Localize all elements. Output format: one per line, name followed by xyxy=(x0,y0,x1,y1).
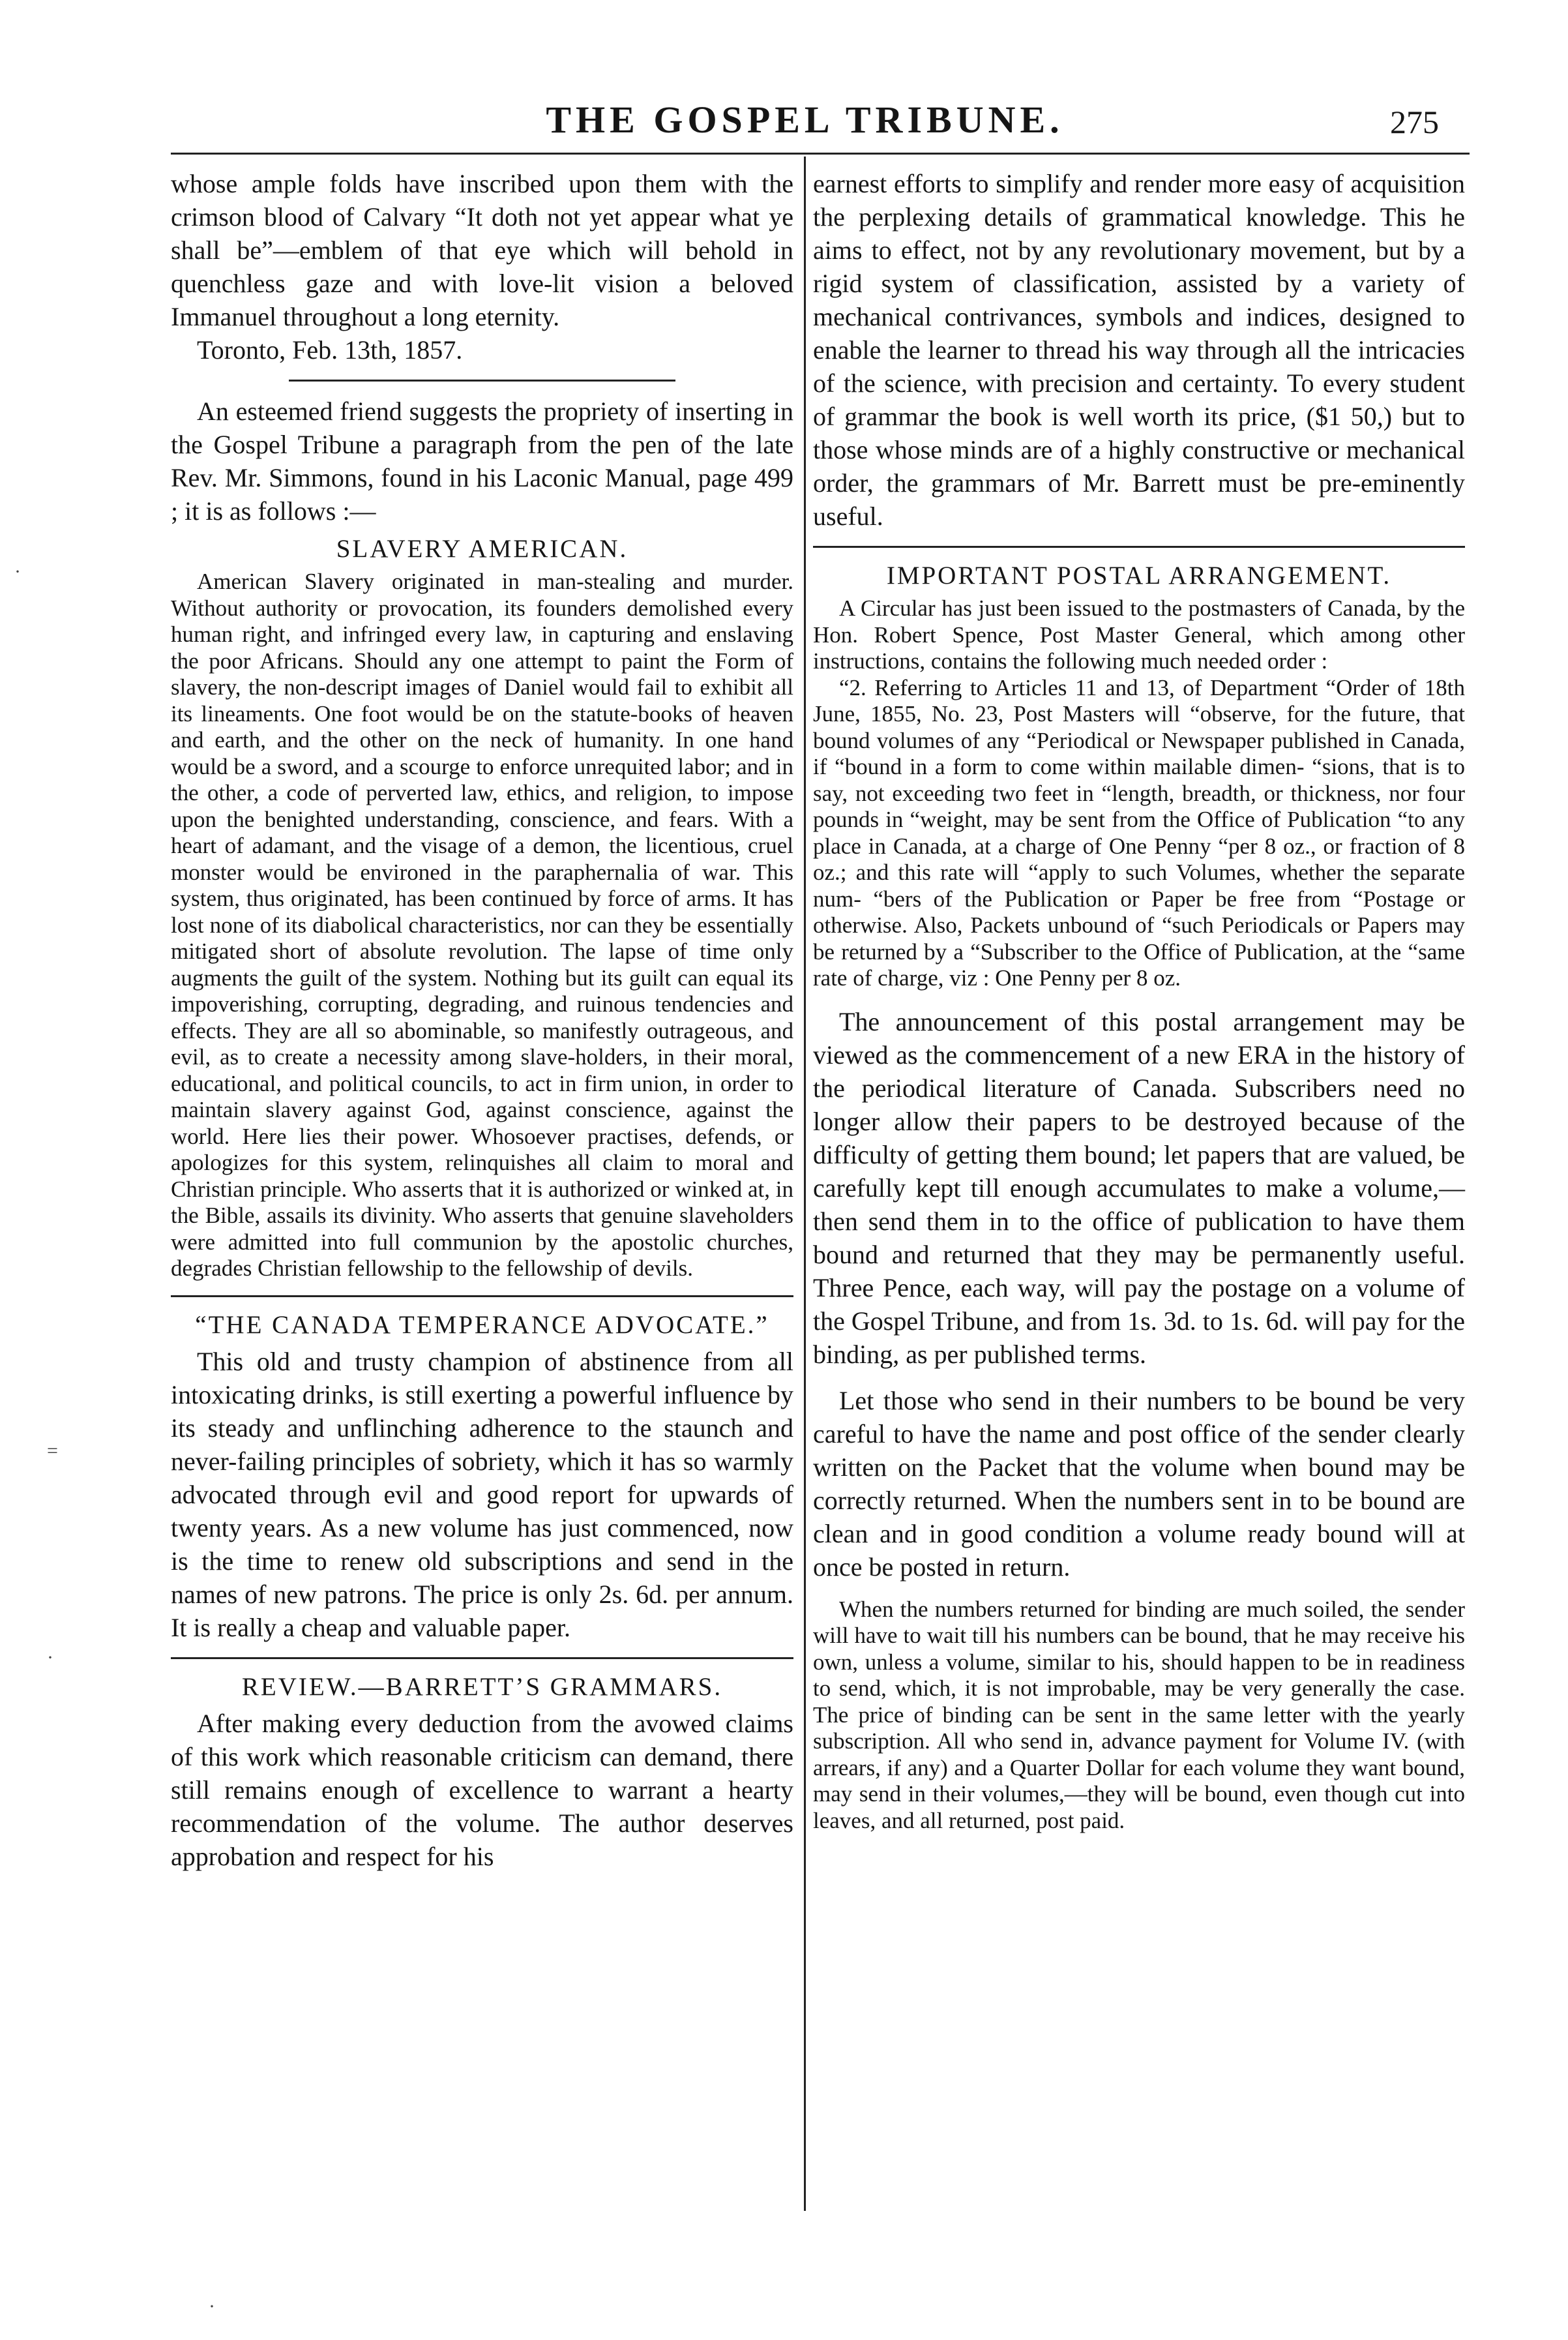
temperance-heading: “THE CANADA TEMPERANCE ADVOCATE.” xyxy=(195,1310,769,1339)
slavery-heading: SLAVERY AMERICAN. xyxy=(336,535,629,563)
margin-mark: · xyxy=(209,2296,215,2317)
dateline: Toronto, Feb. 13th, 1857. xyxy=(197,335,463,365)
postal-intro: A Circular has just been issued to the postmasters of Canada, by the Hon. Robert Spence, Post Master General, which among other instructions, contains the following much needed order : xyxy=(813,595,1465,674)
section-divider xyxy=(813,546,1465,548)
right-column xyxy=(813,167,1465,1834)
page-number: 275 xyxy=(1390,104,1439,140)
section-divider xyxy=(171,1657,793,1659)
review-heading: REVIEW.—BARRETT’S GRAMMARS. xyxy=(241,1672,723,1701)
review-continued: earnest efforts to simplify and render more easy of acquisition the perplexing details of grammatical knowledge. This he aims to effect, not by any revolutionary movement, but by a rigid system of classification, assisted by a variety of mechanical contrivances, symbols and indices, designed to enable the learner to thread his way through all the intricacies of the science, with precision and certainty. To every student of grammar the book is well worth its price, ($1 50,) but to those whose minds are of a highly constructive or mechanical order, the grammars of Mr. Barrett must be pre-eminently useful. xyxy=(813,169,1465,531)
binding-instructions: Let those who send in their numbers to be bound be very careful to have the name and post office of the sender clearly written on the Packet that the volume when bound may be correctly returned. When the numbers sent in to be bound are clean and in good condition a volume ready bound will at once be posted in return. xyxy=(813,1385,1465,1582)
left-column xyxy=(171,167,793,1873)
review-article: After making every deduction from the avowed claims of this work which reasonable criticism can demand, there still remains enough of excellence to warrant a hearty recommendation of the volume. The author deserves approbation and respect for his xyxy=(171,1708,793,1871)
postal-announcement: The announcement of this postal arrangement may be viewed as the commencement of a new ERA in the history of the periodical literature of Canada. Subscribers need no longer allow their papers to be destroyed because of the difficulty of getting them bound; let papers that are valued, be carefully kept till enough accumulates to make a volume,—then send them in to the office of publication to have them bound and returned that they may be permanently useful. Three Pence, each way, will pay the postage on a volume of the Gospel Tribune, and from 1s. 3d. to 1s. 6d. will pay for the binding, as per published terms. xyxy=(813,1006,1465,1369)
section-divider xyxy=(171,1295,793,1297)
margin-mark: = xyxy=(47,1440,58,1462)
running-title: THE GOSPEL TRIBUNE. xyxy=(546,98,1064,141)
postal-heading: IMPORTANT POSTAL ARRANGEMENT. xyxy=(886,562,1392,590)
gospel-paragraph-ending: whose ample folds have inscribed upon them with the crimson blood of Calvary “It doth not yet appear what ye shall be”—emblem of that eye which will behold in quenchless gaze and with love-lit vision a beloved Immanuel throughout a long eternity. xyxy=(171,169,793,331)
simmons-intro: An esteemed friend suggests the propriety of inserting in the Gospel Tribune a paragraph from the pen of the late Rev. Mr. Simmons, found in his Laconic Manual, page 499 ; it is as follows :— xyxy=(171,397,793,526)
temperance-article: This old and trusty champion of abstinence from all intoxicating drinks, is still exerting a powerful influence by its steady and unflinching adherence to the staunch and never-failing principles of sobriety, which it has so warmly advocated through evil and good report for upwards of twenty years. As a new volume has just commenced, now is the time to renew old subscriptions and send in the names of new patrons. The price is only 2s. 6d. per annum. It is really a cheap and valuable paper. xyxy=(171,1346,793,1642)
postal-order: “2. Referring to Articles 11 and 13, of Department “Order of 18th June, 1855, No. 23, Post Masters will “observe, for the future, that bound volumes of any “Periodical or Newspaper published in Canada, if “bound in a form to come within mailable dimen- “sions, that is to say, not exceeding two feet in “length, breadth, or thickness, nor four pounds in “weight, may be sent from the Office of Publication “to any place in Canada, at a charge of One Penny “per 8 oz., or fraction of 8 oz.; and this rate will “apply to such Volumes, whether the separate num- “bers of the Publication or Paper be free from “Postage or otherwise. Also, Packets unbound of “such Periodicals or Papers may be returned by a “Subscriber to the Office of Publication, at the “same rate of charge, viz : One Penny per 8 oz. xyxy=(813,674,1465,991)
binding-price-note: When the numbers returned for binding are much soiled, the sender will have to wait till his numbers can be bound, that he may receive his own, unless a volume, similar to his, should happen to be in readiness to send, which, it is not improbable, may be very generally the case. The price of binding can be sent in the same letter with the yearly subscription. All who send in, advance payment for Volume IV. (with arrears, if any) and a Quarter Dollar for each volume they want bound, may send in their volumes,—they will be bound, even though cut into leaves, and all returned, post paid. xyxy=(813,1596,1465,1833)
margin-mark: · xyxy=(47,1647,53,1668)
margin-mark: · xyxy=(14,561,21,582)
column-rule xyxy=(804,157,806,2211)
header-rule xyxy=(171,153,1470,155)
page-header xyxy=(171,98,1439,153)
slavery-article: American Slavery originated in man-stealing and murder. Without authority or provocation, its founders demolished every human right, and infringed every law, in capturing and enslaving the poor Africans. Should any one attempt to paint the Form of slavery, the non-descript images of Daniel would fail to exhibit all its lineaments. One foot would be on the statute-books of heaven and earth, and the other on the neck of humanity. In one hand would be a sword, and a scourge to enforce unrequited labor; and in the other, a code of perverted law, ethics, and religion, to impose upon the benighted understanding, conscience, and fears. With a heart of adamant, and the visage of a demon, the licentious, cruel monster would be environed in the paraphernalia of war. This system, thus originated, has been continued by force of arms. It has lost none of its diabolical characteristics, nor can they be essentially mitigated short of absolute revolution. The lapse of time only augments the guilt of the system. Nothing but its guilt can equal its impoverishing, corrupting, degrading, and ruinous tendencies and effects. They are all so abominable, so manifestly outrageous, and evil, as to create a necessity among slave-holders, in their moral, educational, and political councils, to act in firm union, in order to maintain slavery against God, against conscience, against the world. Here lies their power. Whosoever practises, defends, or apologizes for this system, relinquishes all claim to moral and Christian principle. Who asserts that it is authorized or winked at, in the Bible, assails its divinity. Who asserts that genuine slaveholders were admitted into full communion by the apostolic churches, degrades Christian fellowship to the fellowship of devils. xyxy=(171,569,793,1281)
section-divider xyxy=(289,380,675,382)
